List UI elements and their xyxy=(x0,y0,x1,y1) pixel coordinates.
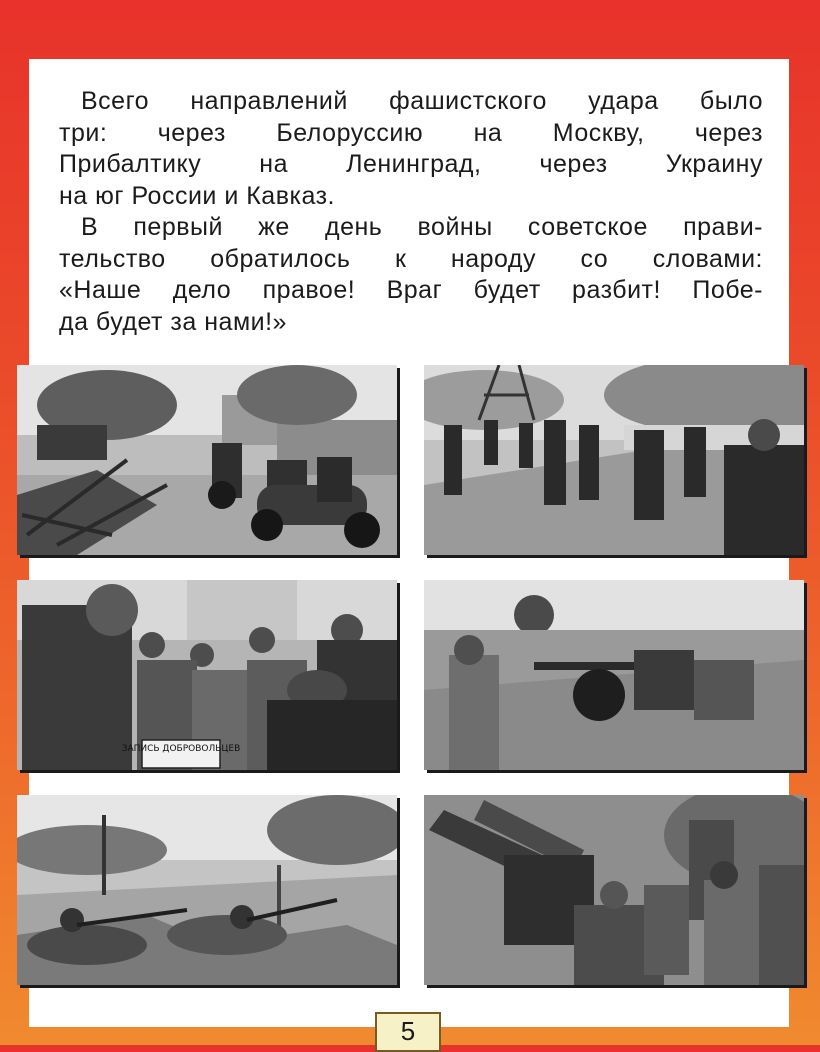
text-line: тельство обратилось к народу со словами: xyxy=(59,244,763,273)
photo-field-gun-crew-icon xyxy=(424,580,804,770)
text-line: Всего направлений фашистского удара было xyxy=(81,87,763,115)
photo-riflemen-prone-icon xyxy=(17,795,397,985)
text-block xyxy=(59,86,763,338)
page-number: 5 xyxy=(375,1012,441,1052)
text-line: В первый же день войны советское прави- xyxy=(81,213,763,241)
sign-text: ЗАПИСЬ ДОБРОВОЛЬЦЕВ xyxy=(121,744,241,754)
photo-motorcycles-village-icon xyxy=(17,365,397,555)
text-line: три: через Белоруссию на Москву, через xyxy=(59,118,763,147)
text-line: «Наше дело правое! Враг будет разбит! Побе- xyxy=(59,276,763,304)
paragraph-1 xyxy=(59,86,763,212)
photo-soldiers-bridge-icon xyxy=(424,365,804,555)
text-line: да будет за нами!» xyxy=(59,307,287,336)
photo-artillery-crew-icon xyxy=(424,795,804,985)
photo-volunteer-registration-icon xyxy=(17,580,397,770)
text-line: на юг России и Кавказ. xyxy=(59,181,336,210)
paragraph-2 xyxy=(59,212,763,338)
text-line: Прибалтику на Ленинград, через Украину xyxy=(59,150,763,178)
